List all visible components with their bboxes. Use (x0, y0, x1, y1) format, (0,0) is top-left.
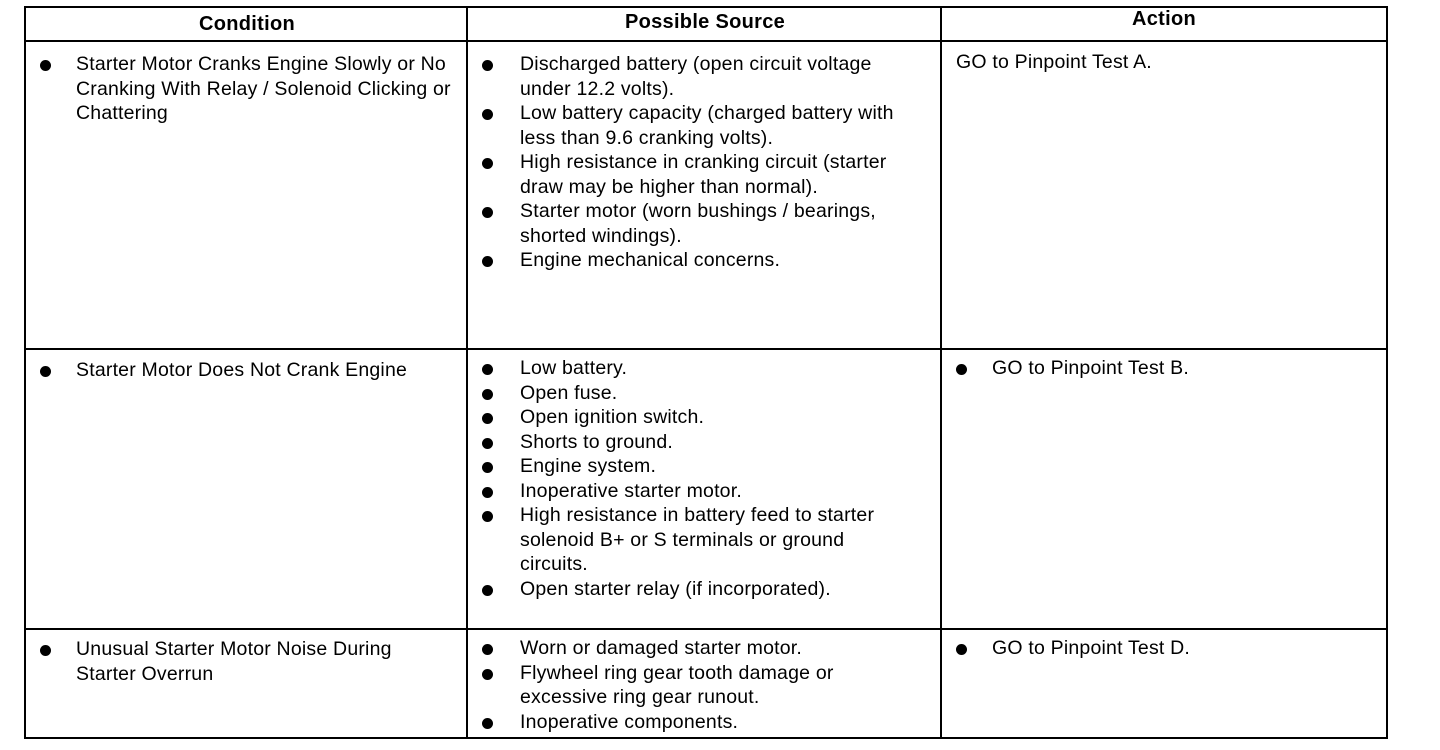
header-condition: Condition (198, 12, 295, 35)
source-text: Worn or damaged starter motor. (520, 637, 803, 659)
bullet-icon (482, 158, 493, 169)
bullet-icon (40, 60, 51, 71)
source-item (470, 405, 894, 430)
source-text: Low battery capacity (charged battery with less than 9.6 cranking volts). (520, 102, 894, 149)
bullet-icon (956, 364, 967, 375)
source-item (470, 199, 894, 248)
table-row-1-condition (26, 52, 456, 126)
source-text: Engine mechanical concerns. (520, 249, 781, 271)
source-item (470, 52, 894, 101)
bullet-icon (482, 511, 493, 522)
source-item (470, 381, 894, 406)
bullet-icon (482, 207, 493, 218)
source-text: Open fuse. (520, 381, 618, 404)
source-text: Engine system. (520, 455, 657, 477)
table-row-2-action (942, 356, 1382, 381)
source-item (470, 503, 894, 577)
source-item (470, 454, 894, 479)
table-row-3-sources (470, 636, 894, 734)
action-text: GO to Pinpoint Test B. (992, 357, 1189, 379)
action-item (942, 356, 1382, 381)
bullet-icon (482, 669, 493, 680)
source-item (470, 710, 894, 735)
bullet-icon (482, 389, 493, 400)
source-item (470, 150, 894, 199)
source-text: Discharged battery (open circuit voltage under 12.2 volts). (520, 53, 872, 100)
condition-text: Starter Motor Does Not Crank Engine (76, 359, 408, 381)
bullet-icon (482, 60, 493, 71)
source-text: Inoperative components. (520, 710, 739, 733)
bullet-icon (482, 644, 493, 655)
table-row-2-condition (26, 358, 456, 383)
source-text: High resistance in battery feed to starter solenoid B+ or S terminals or ground circuits. (520, 504, 875, 575)
source-text: High resistance in cranking circuit (starter draw may be higher than normal). (520, 151, 887, 198)
bullet-icon (482, 413, 493, 424)
source-text: Open starter relay (if incorporated). (520, 577, 831, 600)
source-item (470, 356, 894, 381)
source-text: Low battery. (520, 357, 628, 379)
table-row-3-condition (26, 637, 456, 686)
bullet-icon (482, 462, 493, 473)
table-row-1-sources (470, 52, 894, 273)
row-divider (26, 628, 1386, 630)
condition-text: Unusual Starter Motor Noise During Starter Overrun (76, 638, 392, 685)
source-text: Flywheel ring gear tooth damage or excessive ring gear runout. (520, 661, 834, 708)
source-item (470, 636, 894, 661)
bullet-icon (482, 364, 493, 375)
row-divider (26, 348, 1386, 350)
source-item (470, 661, 894, 710)
diagnosis-table (24, 6, 1388, 739)
source-item (470, 479, 894, 504)
header-action: Action (1131, 7, 1197, 30)
source-text: Open ignition switch. (520, 406, 705, 428)
table-row-1-action (950, 50, 1380, 75)
source-item (470, 101, 894, 150)
bullet-icon (40, 645, 51, 656)
condition-item (26, 358, 456, 383)
bullet-icon (40, 366, 51, 377)
header-possible-source: Possible Source (624, 10, 786, 33)
source-item (470, 577, 894, 602)
bullet-icon (482, 487, 493, 498)
bullet-icon (482, 718, 493, 729)
bullet-icon (482, 256, 493, 267)
bullet-icon (482, 438, 493, 449)
source-item (470, 248, 894, 273)
source-text: Inoperative starter motor. (520, 479, 742, 502)
source-item (470, 430, 894, 455)
table-header-row (26, 8, 1386, 42)
condition-item (26, 637, 456, 686)
source-text: Shorts to ground. (520, 430, 673, 453)
action-item (942, 636, 1382, 661)
source-text: Starter motor (worn bushings / bearings, shorted windings). (520, 200, 876, 247)
table-row-2-sources (470, 356, 894, 601)
action-text: GO to Pinpoint Test D. (992, 637, 1191, 659)
bullet-icon (482, 585, 493, 596)
bullet-icon (482, 109, 493, 120)
condition-item (26, 52, 456, 126)
action-text: GO to Pinpoint Test A. (956, 51, 1152, 73)
table-row-3-action (942, 636, 1382, 661)
condition-text: Starter Motor Cranks Engine Slowly or No Cranking With Relay / Solenoid Clicking or Chattering (76, 53, 451, 124)
bullet-icon (956, 644, 967, 655)
